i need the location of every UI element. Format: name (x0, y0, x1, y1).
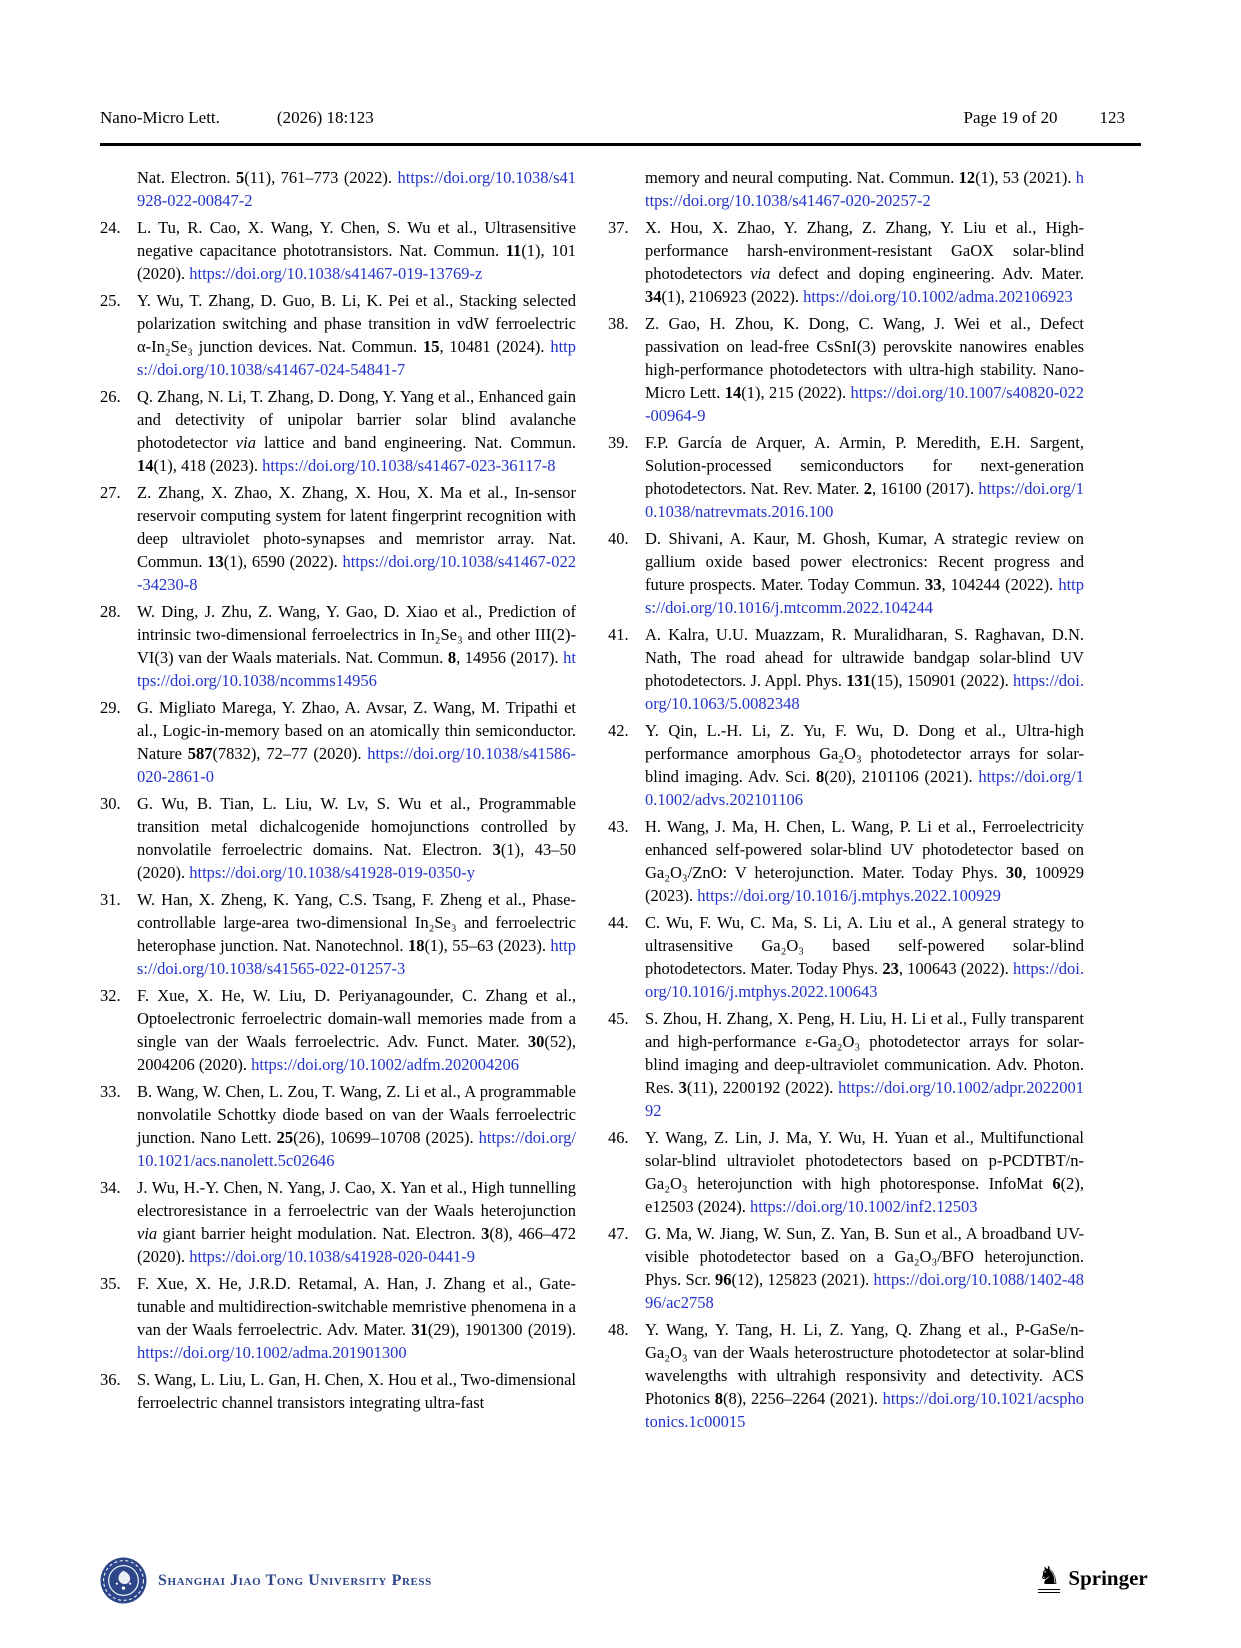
reference-text: G. Migliato Marega, Y. Zhao, A. Avsar, Z. Wang, M. Tripathi et al., Logic-in-memory based on an atomically thin semiconductor. Nature (137, 698, 576, 763)
reference-text: W. Han, X. Zheng, K. Yang, C.S. Tsang, F. Zheng et al., Phase-controllable large-area two-dimensional In₂Se₃ and ferroelectric heterophase junction. Nat. Nanotechnol. (137, 890, 576, 955)
doi-link[interactable]: https://doi.org/10.1016/j.mtphys.2022.100929 (697, 886, 1001, 905)
reference-item (608, 216, 1084, 308)
reference-item (608, 312, 1084, 427)
reference-text: Q. Zhang, N. Li, T. Zhang, D. Dong, Y. Yang et al., Enhanced gain and detectivity of unipolar barrier solar blind avalanche photodetector (137, 387, 576, 452)
reference-item (100, 600, 576, 692)
publisher-name-label: Springer (1068, 1565, 1148, 1590)
reference-text: 3 (492, 840, 501, 859)
reference-column-left (100, 166, 576, 1437)
doi-link[interactable]: https://doi.org/10.1038/natrevmats.2016.100 (645, 479, 1084, 521)
reference-number: 47. (608, 1224, 629, 1243)
reference-text: (1), 43–50 (2020). (137, 840, 576, 882)
reference-text: A. Kalra, U.U. Muazzam, R. Muralidharan, S. Raghavan, D.N. Nath, The road ahead for ultrawide bandgap solar-blind UV photodetectors. J. Appl. Phys. (645, 625, 1084, 690)
reference-text: (26), 10699–10708 (2025). (293, 1128, 479, 1147)
reference-text: C. Wu, F. Wu, C. Ma, S. Li, A. Liu et al., A general strategy to ultrasensitive Ga₂O₃ based self-powered solar-blind photodetectors. Mater. Today Phys. (645, 913, 1084, 978)
reference-text: Y. Qin, L.-H. Li, Z. Yu, F. Wu, D. Dong et al., Ultra-high performance amorphous Ga₂O₃ photodetector arrays for solar-blind imaging. Adv. Sci. (645, 721, 1084, 786)
reference-text: L. Tu, R. Cao, X. Wang, Y. Chen, S. Wu et al., Ultrasensitive negative capacitance phototransistors. Nat. Commun. (137, 218, 576, 260)
reference-text: 15 (422, 337, 440, 356)
reference-number: 48. (608, 1320, 629, 1339)
reference-text: , 100643 (2022). (898, 959, 1013, 978)
reference-item (100, 216, 576, 285)
reference-text: F. Xue, X. He, J.R.D. Retamal, A. Han, J. Zhang et al., Gate-tunable and multidirection-switchable memristive phenomena in a van der Waals ferroelectric. Adv. Mater. (137, 1274, 576, 1339)
reference-text: (2), e12503 (2024). (645, 1174, 1084, 1216)
reference-text: Nat. Electron. (137, 168, 236, 187)
reference-text: 3 (481, 1224, 490, 1243)
reference-text: H. Wang, J. Ma, H. Chen, L. Wang, P. Li et al., Ferroelectricity enhanced self-powered solar-blind UV photodetector based on Ga₂O₃/ZnO: V heterojunction. Mater. Today Phys. (645, 817, 1084, 882)
reference-number: 43. (608, 817, 629, 836)
reference-item (100, 792, 576, 884)
reference-text: F.P. García de Arquer, A. Armin, P. Meredith, E.H. Sargent, Solution-processed semiconductors for next-generation photodetectors. Nat. Rev. Mater. (645, 433, 1084, 498)
reference-item (100, 1176, 576, 1268)
doi-link[interactable]: https://doi.org/10.1038/s41467-023-36117-8 (262, 456, 556, 475)
reference-text: 25 (276, 1128, 294, 1147)
reference-text: (8), 2256–2264 (2021). (722, 1389, 883, 1408)
reference-number: 42. (608, 721, 629, 740)
reference-item (100, 696, 576, 788)
journal-citation: (2026) 18:123 (276, 108, 374, 127)
doi-link[interactable]: https://doi.org/10.1038/s41586-020-2861-0 (137, 744, 576, 786)
reference-text: via (750, 264, 771, 283)
press-logo (100, 1557, 432, 1604)
reference-item (608, 527, 1084, 619)
reference-item (608, 1126, 1084, 1218)
reference-text: 587 (187, 744, 213, 763)
press-name-label: Shanghai Jiao Tong University Press (158, 1571, 432, 1589)
reference-number: 45. (608, 1009, 629, 1028)
reference-text: memory and neural computing. Nat. Commun. (645, 168, 959, 187)
reference-text: (7832), 72–77 (2020). (212, 744, 368, 763)
reference-text: (1), 6590 (2022). (223, 552, 343, 571)
reference-item (100, 1080, 576, 1172)
reference-text: Z. Zhang, X. Zhao, X. Zhang, X. Hou, X. Ma et al., In-sensor reservoir computing system for latent fingerprint recognition with deep ultraviolet photo-synapses and memristor array. Nat. Commun. (137, 483, 576, 571)
reference-number: 24. (100, 218, 121, 237)
reference-item (608, 1007, 1084, 1122)
reference-text: J. Wu, H.-Y. Chen, N. Yang, J. Cao, X. Yan et al., High tunnelling electroresistance in a ferroelectric van der Waals heterojunction (137, 1178, 576, 1220)
reference-text: 96 (714, 1270, 732, 1289)
doi-link[interactable]: https://doi.org/10.1021/acs.nanolett.5c02646 (137, 1128, 576, 1170)
reference-text: 5 (235, 168, 245, 187)
reference-text: Y. Wang, Z. Lin, J. Ma, Y. Wu, H. Yuan et al., Multifunctional solar-blind ultraviolet photodetectors based on p-PCDTBT/n-Ga₂O₃ heterojunction with high photoresponse. InfoMat (645, 1128, 1084, 1193)
reference-number: 33. (100, 1082, 121, 1101)
reference-text: , 100929 (2023). (645, 863, 1085, 905)
reference-text: via (137, 1224, 158, 1243)
reference-text: 131 (846, 671, 871, 690)
reference-item (608, 431, 1084, 523)
doi-link[interactable]: https://doi.org/10.1038/s41467-024-54841-7 (137, 337, 576, 379)
reference-item (100, 166, 576, 212)
reference-text: 14 (724, 383, 742, 402)
reference-item (100, 984, 576, 1076)
reference-text: lattice and band engineering. Nat. Commun. (255, 433, 576, 452)
reference-number: 34. (100, 1178, 121, 1197)
reference-number: 46. (608, 1128, 629, 1147)
reference-number: 40. (608, 529, 629, 548)
reference-text: 30 (1005, 863, 1023, 882)
reference-number: 38. (608, 314, 629, 333)
reference-text: 2 (863, 479, 872, 498)
reference-text: 8 (714, 1389, 723, 1408)
reference-text: via (235, 433, 256, 452)
header-rule (100, 143, 1141, 146)
doi-link[interactable]: https://doi.org/10.1038/s41565-022-01257-3 (137, 936, 577, 978)
reference-item (100, 1368, 576, 1414)
journal-title: Nano-Micro Lett. (100, 108, 220, 127)
reference-number: 37. (608, 218, 629, 237)
doi-link[interactable]: https://doi.org/10.1002/adma.201901300 (137, 1343, 407, 1362)
reference-text: (20), 2101106 (2021). (824, 767, 979, 786)
reference-text: Z. Gao, H. Zhou, K. Dong, C. Wang, J. Wei et al., Defect passivation on lead-free CsSnI(3) perovskite nanowires enables high-performance photodetectors with ultra-high stability. Nano-Micro Lett. (645, 314, 1084, 402)
reference-text: (1), 2106923 (2022). (661, 287, 804, 306)
doi-link[interactable]: https://doi.org/10.1002/adma.202106923 (803, 287, 1073, 306)
reference-number: 36. (100, 1370, 121, 1389)
doi-link[interactable]: https://doi.org/10.1016/j.mtphys.2022.100643 (645, 959, 1084, 1001)
reference-item (608, 1222, 1084, 1314)
reference-text: 14 (137, 456, 154, 475)
reference-text: G. Wu, B. Tian, L. Liu, W. Lv, S. Wu et al., Programmable transition metal dichalcogenide homojunctions controlled by nonvolatile ferroelectric domains. Nat. Electron. (137, 794, 576, 859)
reference-item (100, 481, 576, 596)
reference-text: (1), 101 (2020). (137, 241, 576, 283)
reference-text: 12 (958, 168, 976, 187)
reference-text: (1), 215 (2022). (741, 383, 851, 402)
doi-link[interactable]: https://doi.org/10.1088/1402-4896/ac2758 (645, 1270, 1084, 1312)
doi-link[interactable]: https://doi.org/10.1002/adfm.202004206 (251, 1055, 519, 1074)
reference-number: 30. (100, 794, 121, 813)
reference-number: 27. (100, 483, 121, 502)
reference-number: 32. (100, 986, 121, 1005)
reference-text: 8 (815, 767, 825, 786)
reference-text: defect and doping engineering. Adv. Mater. (770, 264, 1084, 283)
reference-text: , 14956 (2017). (456, 648, 564, 667)
reference-text: 13 (207, 552, 224, 571)
doi-link[interactable]: https://doi.org/10.1002/inf2.12503 (749, 1197, 978, 1216)
reference-number: 39. (608, 433, 629, 452)
springer-logo (1038, 1563, 1148, 1593)
reference-item (100, 1272, 576, 1364)
doi-link[interactable]: https://doi.org/10.1002/advs.202101106 (645, 767, 1084, 809)
doi-link[interactable]: https://doi.org/10.1007/s40820-022-00964-9 (645, 383, 1084, 425)
reference-text: 34 (645, 287, 662, 306)
reference-text: 33 (924, 575, 942, 594)
reference-item (608, 166, 1084, 212)
reference-columns (100, 166, 1141, 1437)
doi-link[interactable]: https://doi.org/10.1038/s41928-019-0350-y (189, 863, 475, 882)
reference-item (100, 289, 576, 381)
doi-link[interactable]: https://doi.org/10.1063/5.0082348 (645, 671, 1085, 713)
doi-link[interactable]: https://doi.org/10.1038/s41928-022-00847-2 (137, 168, 576, 210)
reference-text: , 104244 (2022). (941, 575, 1059, 594)
sjtu-seal-icon (100, 1557, 147, 1604)
reference-text: 30 (527, 1032, 545, 1051)
reference-text: 23 (882, 959, 899, 978)
reference-number: 28. (100, 602, 121, 621)
doi-link[interactable]: https://doi.org/10.1038/ncomms14956 (137, 648, 576, 690)
doi-link[interactable]: https://doi.org/10.1038/s41928-020-0441-9 (189, 1247, 475, 1266)
reference-text: D. Shivani, A. Kaur, M. Ghosh, Kumar, A strategic review on gallium oxide based power electronics: Recent progress and future prospects. Mater. Today Commun. (645, 529, 1084, 594)
reference-item (608, 815, 1084, 907)
reference-text: (12), 125823 (2021). (731, 1270, 874, 1289)
reference-text: (1), 418 (2023). (153, 456, 263, 475)
reference-number: 35. (100, 1274, 121, 1293)
reference-text: W. Ding, J. Zhu, Z. Wang, Y. Gao, D. Xiao et al., Prediction of intrinsic two-dimensional ferroelectrics in In₂Se₃ and other III(2)-VI(3) van der Waals materials. Nat. Commun. (137, 602, 576, 667)
reference-text: (29), 1901300 (2019). (427, 1320, 576, 1339)
reference-text: 11 (505, 241, 522, 260)
reference-text: (1), 55–63 (2023). (424, 936, 551, 955)
reference-text: S. Wang, L. Liu, L. Gan, H. Chen, X. Hou et al., Two-dimensional ferroelectric channel transistors integrating ultra-fast (137, 1370, 576, 1412)
reference-text: , 10481 (2024). (439, 337, 551, 356)
reference-text: F. Xue, X. He, W. Liu, D. Periyanagounder, C. Zhang et al., Optoelectronic ferroelectric domain-wall memories made from a single van der Waals ferroelectric. Adv. Funct. Mater. (137, 986, 576, 1051)
reference-text: , 16100 (2017). (871, 479, 979, 498)
page-number-info: Page 19 of 20 (963, 108, 1058, 127)
doi-link[interactable]: https://doi.org/10.1038/s41467-022-34230-8 (137, 552, 576, 594)
reference-text: Y. Wu, T. Zhang, D. Guo, B. Li, K. Pei et al., Stacking selected polarization switching and phase transition in vdW ferroelectric α-In₂Se₃ junction devices. Nat. Commun. (137, 291, 576, 356)
doi-link[interactable]: https://doi.org/10.1021/acsphotonics.1c00015 (645, 1389, 1084, 1431)
reference-number: 31. (100, 890, 121, 909)
article-number: 123 (1099, 108, 1125, 127)
doi-link[interactable]: https://doi.org/10.1038/s41467-019-13769-z (189, 264, 483, 283)
reference-text: (15), 150901 (2022). (870, 671, 1013, 690)
reference-text: X. Hou, X. Zhao, Y. Zhang, Z. Zhang, Y. Liu et al., High-performance harsh-environment-resistant GaOX solar-blind photodetectors (645, 218, 1084, 283)
reference-number: 25. (100, 291, 121, 310)
reference-item (100, 385, 576, 477)
doi-link[interactable]: https://doi.org/10.1002/adpr.202200192 (645, 1078, 1084, 1120)
reference-text: (52), 2004206 (2020). (137, 1032, 576, 1074)
reference-text: giant barrier height modulation. Nat. Electron. (157, 1224, 482, 1243)
reference-number: 26. (100, 387, 121, 406)
doi-link[interactable]: https://doi.org/10.1038/s41467-020-20257-2 (645, 168, 1084, 210)
reference-text: B. Wang, W. Chen, L. Zou, T. Wang, Z. Li et al., A programmable nonvolatile Schottky diode based on van der Waals ferroelectric junction. Nano Lett. (137, 1082, 576, 1147)
reference-item (608, 623, 1084, 715)
reference-item (608, 1318, 1084, 1433)
reference-item (608, 719, 1084, 811)
reference-text: 3 (678, 1078, 687, 1097)
doi-link[interactable]: https://doi.org/10.1016/j.mtcomm.2022.104244 (645, 575, 1084, 617)
reference-text: (8), 466–472 (2020). (137, 1224, 576, 1266)
reference-item (100, 888, 576, 980)
reference-text: 6 (1052, 1174, 1061, 1193)
reference-item (608, 911, 1084, 1003)
reference-text: Y. Wang, Y. Tang, H. Li, Z. Yang, Q. Zhang et al., P-GaSe/n-Ga₂O₃ van der Waals heterostructure photodetector at solar-blind wavelengths with ultrahigh responsivity and detectivity. ACS Photonics (645, 1320, 1084, 1408)
reference-text: S. Zhou, H. Zhang, X. Peng, H. Liu, H. Li et al., Fully transparent and high-performance ε-Ga₂O₃ photodetector arrays for solar-blind imaging and deep-ultraviolet communication. Adv. Photon. Res. (645, 1009, 1084, 1097)
reference-number: 29. (100, 698, 121, 717)
reference-column-right (608, 166, 1084, 1437)
reference-text: 31 (411, 1320, 428, 1339)
reference-text: (11), 761–773 (2022). (244, 168, 398, 187)
reference-text: (1), 53 (2021). (975, 168, 1076, 187)
reference-text: 18 (407, 936, 425, 955)
reference-text: 8 (447, 648, 457, 667)
reference-text: G. Ma, W. Jiang, W. Sun, Z. Yan, B. Sun et al., A broadband UV-visible photodetector based on a Ga₂O₃/BFO heterojunction. Phys. Scr. (645, 1224, 1084, 1289)
page-header (100, 108, 1141, 128)
reference-text: (11), 2200192 (2022). (686, 1078, 839, 1097)
springer-knight-icon: ♞ (1038, 1563, 1060, 1593)
reference-number: 44. (608, 913, 629, 932)
reference-number: 41. (608, 625, 629, 644)
